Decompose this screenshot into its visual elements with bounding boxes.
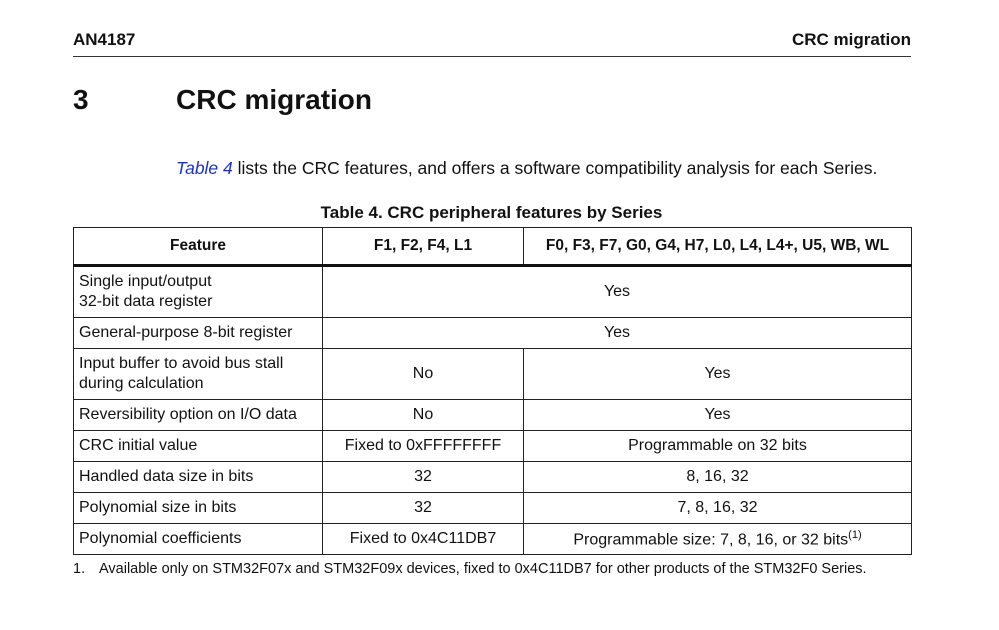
feature-cell: CRC initial value [74, 431, 323, 462]
feature-line: 32-bit data register [79, 293, 213, 310]
table-row [74, 400, 912, 431]
footnote [73, 561, 867, 577]
section-number: 3 [73, 84, 89, 115]
footnote-reference[interactable]: (1) [848, 528, 862, 541]
value-cell-group-2 [524, 524, 912, 555]
header-series-group-2: F0, F3, F7, G0, G4, H7, L0, L4, L4+, U5, WB, WL [524, 228, 912, 266]
value-cell-group-1: Fixed to 0x4C11DB7 [323, 524, 524, 555]
page-header [73, 28, 911, 57]
header-feature: Feature [74, 228, 323, 266]
feature-line: Single input/output [79, 273, 212, 290]
merged-value-cell: Yes [323, 318, 912, 349]
header-section-title: CRC migration [792, 30, 911, 49]
value-cell-group-1: 32 [323, 462, 524, 493]
feature-cell [74, 349, 323, 400]
table-row [74, 349, 912, 400]
feature-cell: General-purpose 8-bit register [74, 318, 323, 349]
value-cell-group-1: No [323, 400, 524, 431]
value-text: Programmable size: 7, 8, 16, or 32 bits [573, 531, 849, 549]
table-row [74, 266, 912, 318]
feature-cell: Polynomial size in bits [74, 493, 323, 524]
intro-text: lists the CRC features, and offers a software compatibility analysis for each Series. [232, 158, 878, 178]
value-cell-group-1: Fixed to 0xFFFFFFFF [323, 431, 524, 462]
value-cell-group-1: No [323, 349, 524, 400]
value-cell-group-1: 32 [323, 493, 524, 524]
footnote-number: 1. [73, 561, 86, 577]
value-cell-group-2: Yes [524, 349, 912, 400]
table-row [74, 462, 912, 493]
merged-value-cell: Yes [323, 266, 912, 318]
feature-cell [74, 266, 323, 318]
table-4-link[interactable]: Table 4 [176, 158, 233, 178]
feature-cell: Reversibility option on I/O data [74, 400, 323, 431]
header-series-group-1: F1, F2, F4, L1 [323, 228, 524, 266]
value-cell-group-2: Programmable on 32 bits [524, 431, 912, 462]
intro-paragraph [176, 158, 877, 179]
document-id: AN4187 [73, 30, 136, 49]
feature-line: Input buffer to avoid bus stall [79, 355, 284, 372]
table-row [74, 493, 912, 524]
table-header-row [74, 228, 912, 266]
value-cell-group-2: 7, 8, 16, 32 [524, 493, 912, 524]
value-cell-group-2: Yes [524, 400, 912, 431]
feature-line: during calculation [79, 375, 204, 392]
table-caption: Table 4. CRC peripheral features by Series [320, 203, 663, 222]
table-row [74, 318, 912, 349]
section-title: CRC migration [176, 84, 372, 115]
feature-cell: Polynomial coefficients [74, 524, 323, 555]
table-row [74, 431, 912, 462]
value-cell-group-2: 8, 16, 32 [524, 462, 912, 493]
footnote-text: Available only on STM32F07x and STM32F09x devices, fixed to 0x4C11DB7 for other products of the STM32F0 Series. [99, 561, 867, 577]
feature-cell: Handled data size in bits [74, 462, 323, 493]
crc-features-table [73, 227, 912, 555]
table-row [74, 524, 912, 555]
